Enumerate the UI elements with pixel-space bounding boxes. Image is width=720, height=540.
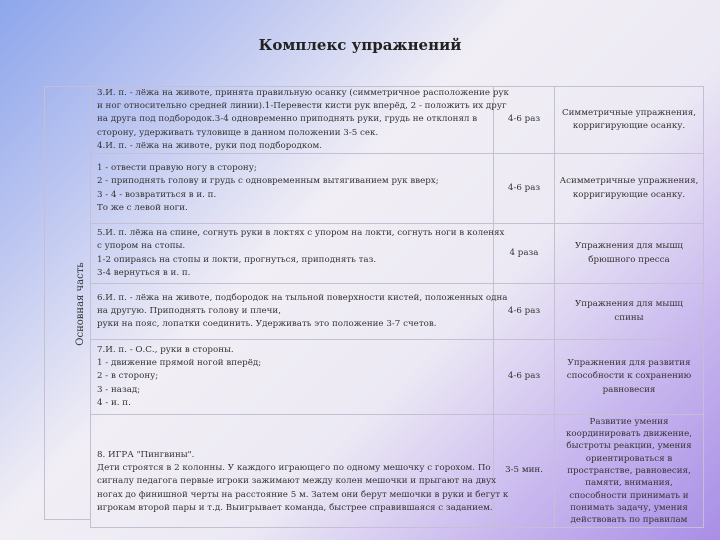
description-line: сигналу педагога первые игроки зажимают между колен мешочки и прыгают на двух <box>97 476 496 487</box>
purpose-line: действовать по правилам <box>570 515 688 526</box>
exercise-table <box>90 86 704 528</box>
description-line: 1-2 опираясь на стопы и локти, прогнуться, приподнять таз. <box>97 254 377 265</box>
purpose-line: Асимметричные упражнения, <box>559 176 699 187</box>
description-line: То же с левой ноги. <box>97 202 188 213</box>
description-line: 3-4 вернуться в и. п. <box>97 267 191 278</box>
purpose-cell <box>555 154 704 224</box>
description-line: 3 - назад; <box>97 384 141 395</box>
description-line: 4 - и. п. <box>97 397 131 408</box>
purpose-cell <box>555 224 704 284</box>
description-line: руки на пояс, лопатки соединить. Удерживать это положение 3-7 счетов. <box>97 319 437 330</box>
section-label: Основная часть <box>74 262 86 346</box>
purpose-line: Упражнения для развития <box>567 358 691 369</box>
purpose-cell <box>555 87 704 154</box>
exercise-description <box>91 284 508 340</box>
dosage-cell: 4-6 раз <box>494 284 555 340</box>
description-line: сторону, удерживать туловище в данном положении 3-5 сек. <box>97 127 379 138</box>
purpose-line: ориентироваться в <box>585 453 673 464</box>
table-row <box>91 415 704 528</box>
description-line: на друга под подбородок.3-4 одновременно приподнять руки, грудь не отклонял в <box>97 114 478 125</box>
purpose-line: Симметричные упражнения, <box>562 107 696 118</box>
purpose-line: памяти, внимания, <box>585 478 673 489</box>
description-line: Дети строятся в 2 колонны. У каждого играющего по одному мешочку с горохом. По <box>97 463 491 474</box>
purpose-line: понимать задачу, умения <box>570 502 688 513</box>
exercise-description <box>91 340 494 415</box>
purpose-line: Упражнения для мышц <box>575 241 683 252</box>
description-line: 7.И. п. - О.С., руки в стороны. <box>97 345 234 356</box>
table-row <box>91 87 704 154</box>
purpose-line: пространстве, равновесия, <box>567 465 691 476</box>
dosage-cell: 4 раза <box>494 224 555 284</box>
purpose-cell <box>555 284 704 340</box>
table-row <box>91 284 704 340</box>
dosage-cell: 4-6 раз <box>494 340 555 415</box>
exercise-description <box>91 87 509 154</box>
purpose-line: корригирующие осанку. <box>572 189 686 200</box>
table-row <box>91 224 704 284</box>
description-line: 1 - отвести правую ногу в сторону; <box>97 163 257 174</box>
description-line: 3 - 4 - возвратиться в и. п. <box>97 189 217 200</box>
description-line: игрокам второй пары и т.д. Выигрывает команда, быстрее справившаяся с заданием. <box>97 502 493 513</box>
purpose-line: способности к сохранению <box>566 371 692 382</box>
dosage-cell: 4-6 раз <box>494 154 555 224</box>
purpose-line: способности принимать и <box>569 490 689 501</box>
purpose-line: равновесия <box>602 384 656 395</box>
purpose-line: координировать движение, <box>566 428 692 439</box>
purpose-cell <box>555 415 704 528</box>
purpose-line: корригирующие осанку. <box>572 121 686 132</box>
description-line: с упором на стопы. <box>97 241 186 252</box>
table-row <box>91 154 704 224</box>
purpose-line: быстроты реакции, умения <box>566 441 692 452</box>
description-line: 1 - движение прямой ногой вперёд; <box>97 358 262 369</box>
exercise-description <box>91 415 509 528</box>
purpose-line: Упражнения для мышц <box>575 299 683 310</box>
table-row <box>91 340 704 415</box>
purpose-line: Развитие умения <box>589 416 669 427</box>
page-title: Комплекс упражнений <box>258 36 462 54</box>
dosage-cell: 3-5 мин. <box>494 415 555 528</box>
description-line: 5.И. п. лёжа на спине, согнуть руки в локтях с упором на локти, согнуть ноги в коленях <box>97 228 505 239</box>
section-cell <box>44 86 90 520</box>
dosage-cell: 4-6 раз <box>494 87 555 154</box>
description-line: 2 - приподнять голову и грудь с одновременным вытягиванием рук вверх; <box>97 176 439 187</box>
description-line: на другую. Приподнять голову и плечи, <box>97 305 281 316</box>
description-line: 3.И. п. - лёжа на животе, принята правильную осанку (симметричное расположение рук <box>97 88 509 98</box>
purpose-line: спины <box>614 312 644 323</box>
description-line: 8. ИГРА "Пингвины". <box>97 450 195 461</box>
description-line: 2 - в сторону; <box>97 371 159 382</box>
purpose-cell <box>555 340 704 415</box>
exercise-description <box>91 154 494 224</box>
description-line: 4.И. п. - лёжа на животе, руки под подбородком. <box>97 140 323 151</box>
exercise-description <box>91 224 505 284</box>
description-line: 6.И. п. - лёжа на животе, подбородок на тыльной поверхности кистей, положенных одна <box>97 292 508 303</box>
description-line: и ног относительно средней линии).1-Перевести кисти рук вперёд, 2 - положить их друг <box>97 101 507 112</box>
purpose-line: брюшного пресса <box>588 254 670 265</box>
description-line: ногах до финишной черты на расстояние 5 м. Затем они берут мешочки в руки и бегут к <box>97 489 509 500</box>
